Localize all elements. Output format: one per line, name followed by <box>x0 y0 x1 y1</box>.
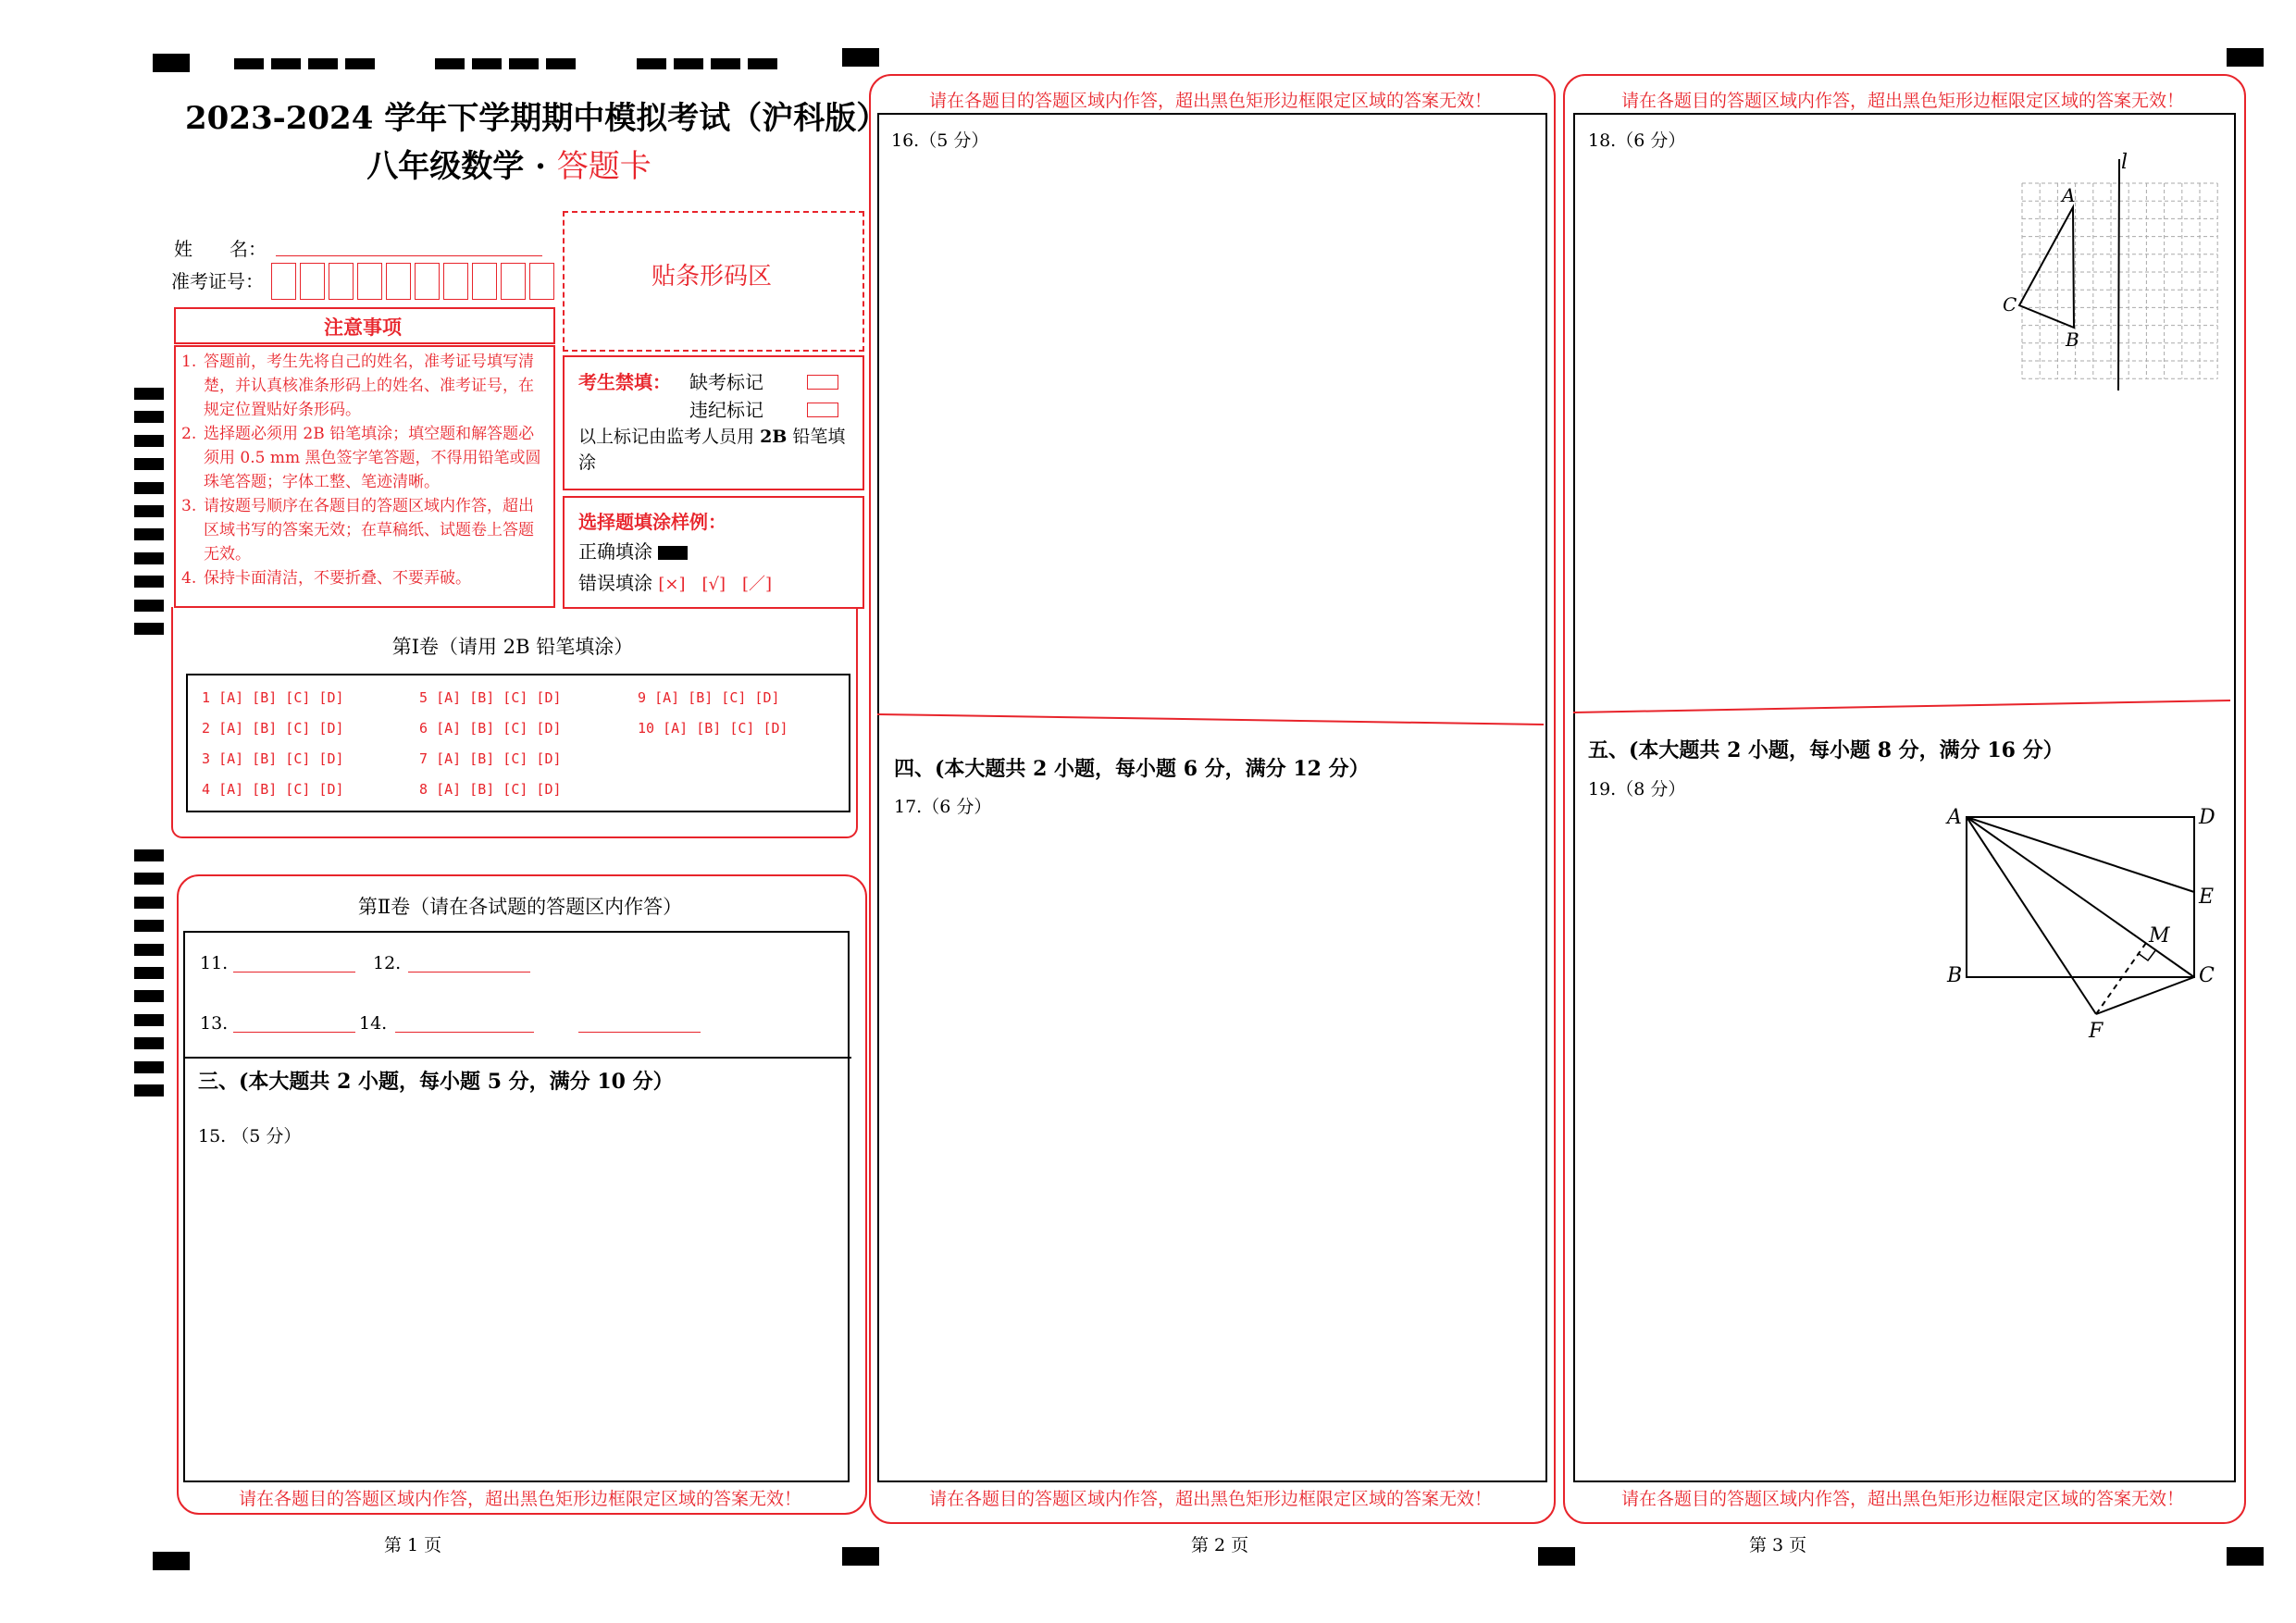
timing-mark <box>134 623 164 635</box>
option-bubbles[interactable]: [A] [B] [C] [D] <box>218 689 344 706</box>
question-number: 6 <box>419 720 428 737</box>
id-digit-cell[interactable] <box>501 263 526 300</box>
option-bubbles[interactable]: [A] [B] [C] [D] <box>436 689 562 706</box>
q12-label: 12. <box>373 953 402 973</box>
exam-title: 2023-2024 学年下学期期中模拟考试（沪科版） <box>185 100 888 137</box>
forbidden-title: 考生禁填： <box>578 371 671 393</box>
point-c-label: C <box>2003 293 2017 316</box>
option-bubbles[interactable]: [A] [B] [C] [D] <box>218 720 344 737</box>
choice-row-6[interactable] <box>419 720 562 737</box>
timing-mark <box>308 58 338 69</box>
id-digit-cell[interactable] <box>329 263 354 300</box>
sample-title: 选择题填涂样例： <box>578 511 726 533</box>
timing-mark <box>674 58 703 69</box>
point-b-label: B <box>1947 964 1963 987</box>
timing-mark <box>134 967 164 979</box>
timing-mark <box>134 1037 164 1049</box>
figure-18 <box>1555 148 2230 398</box>
question-number: 7 <box>419 750 428 767</box>
question-number: 9 <box>638 689 647 706</box>
q13-blank[interactable] <box>233 1032 355 1033</box>
question-number: 1 <box>202 689 211 706</box>
line-l-label: l <box>2121 151 2128 174</box>
timing-mark <box>153 54 190 72</box>
name-label: 姓 名： <box>174 238 267 260</box>
name-field[interactable] <box>276 255 542 256</box>
choice-row-10[interactable] <box>638 720 788 737</box>
point-d-label: D <box>2199 806 2215 829</box>
warning-text: 请在各题目的答题区域内作答，超出黑色矩形边框限定区域的答案无效！ <box>928 91 1492 111</box>
id-digit-cell[interactable] <box>529 263 554 300</box>
id-digit-cell[interactable] <box>357 263 382 300</box>
option-bubbles[interactable]: [A] [B] [C] [D] <box>436 720 562 737</box>
timing-mark <box>842 1547 879 1566</box>
divider-line <box>183 1057 851 1059</box>
id-label: 准考证号： <box>171 270 264 292</box>
page-number: 第 3 页 <box>1749 1535 1807 1555</box>
timing-mark <box>546 58 576 69</box>
point-f-label: F <box>2089 1020 2104 1043</box>
timing-mark <box>472 58 502 69</box>
q13-label: 13. <box>200 1013 229 1034</box>
question-number: 8 <box>419 781 428 798</box>
timing-mark <box>842 48 879 67</box>
option-bubbles[interactable]: [A] [B] [C] [D] <box>218 781 344 798</box>
warning-text: 请在各题目的答题区域内作答，超出黑色矩形边框限定区域的答案无效！ <box>1620 1489 2184 1509</box>
timing-mark <box>134 1061 164 1073</box>
warning-text: 请在各题目的答题区域内作答，超出黑色矩形边框限定区域的答案无效！ <box>928 1489 1492 1509</box>
option-bubbles[interactable]: [A] [B] [C] [D] <box>663 720 788 737</box>
warning-text: 请在各题目的答题区域内作答，超出黑色矩形边框限定区域的答案无效！ <box>238 1489 801 1509</box>
violation-label: 违纪标记 <box>689 399 763 421</box>
choice-row-9[interactable] <box>638 689 780 706</box>
notes-title: 注意事项 <box>324 316 402 339</box>
timing-mark <box>711 58 740 69</box>
timing-mark <box>345 58 375 69</box>
question-number: 10 <box>638 720 655 737</box>
q11-label: 11. <box>200 953 229 973</box>
timing-mark <box>134 944 164 956</box>
part2-title: 第Ⅱ卷（请在各试题的答题区内作答） <box>357 896 683 918</box>
option-bubbles[interactable]: [A] [B] [C] [D] <box>436 750 562 767</box>
forbidden-note: 以上标记由监考人员用 2B 铅笔填涂 <box>578 427 846 473</box>
violation-mark[interactable] <box>807 400 838 417</box>
note-item: 2. 选择题必须用 2B 铅笔填涂；填空题和解答题必须用 0.5 mm 黑色签字笔答题，不得用铅笔或圆珠笔答题；字体工整、笔迹清晰。 <box>181 425 541 491</box>
note-item: 1. 答题前，考生先将自己的姓名，准考证号填写清楚，并认真核准条形码上的姓名、准考证号，在规定位置贴好条形码。 <box>181 353 534 419</box>
timing-mark <box>234 58 264 69</box>
q14-blank-2[interactable] <box>578 1032 701 1033</box>
timing-mark <box>134 482 164 494</box>
timing-mark <box>2227 1547 2264 1566</box>
choice-row-1[interactable] <box>202 689 344 706</box>
timing-mark <box>134 552 164 564</box>
note-item: 3. 请按题号顺序在各题目的答题区域内作答，超出区域书写的答案无效；在草稿纸、试题卷上答题无效。 <box>181 497 534 564</box>
absent-mark[interactable] <box>807 372 838 390</box>
q16-divider <box>877 712 1545 731</box>
timing-mark <box>134 458 164 470</box>
timing-mark <box>134 920 164 932</box>
option-bubbles[interactable]: [A] [B] [C] [D] <box>218 750 344 767</box>
timing-mark <box>134 990 164 1002</box>
id-digit-cell[interactable] <box>386 263 411 300</box>
timing-mark <box>1538 1547 1575 1566</box>
timing-mark <box>134 873 164 885</box>
q18-label: 18.（6 分） <box>1588 130 1686 151</box>
timing-mark <box>435 58 465 69</box>
timing-mark <box>134 411 164 423</box>
timing-mark <box>134 435 164 447</box>
timing-mark <box>134 576 164 588</box>
id-number-cells[interactable] <box>271 263 558 300</box>
choice-row-3[interactable] <box>202 750 344 767</box>
q12-blank[interactable] <box>408 972 530 973</box>
timing-mark <box>134 528 164 540</box>
timing-mark <box>134 849 164 861</box>
q16-label: 16.（5 分） <box>891 130 989 151</box>
point-c-label: C <box>2199 964 2215 987</box>
timing-mark <box>134 897 164 909</box>
option-bubbles[interactable]: [A] [B] [C] [D] <box>436 781 562 798</box>
timing-mark <box>748 58 777 69</box>
timing-mark <box>134 600 164 612</box>
id-digit-cell[interactable] <box>271 263 296 300</box>
answer-card-text: 答题卡 <box>556 148 652 185</box>
timing-mark <box>2227 48 2264 67</box>
part2-answer-box <box>183 931 850 1482</box>
timing-mark <box>134 388 164 400</box>
question-number: 3 <box>202 750 211 767</box>
question-number: 4 <box>202 781 211 798</box>
choice-row-5[interactable] <box>419 689 562 706</box>
choice-row-8[interactable] <box>419 781 562 798</box>
q14-label: 14. <box>359 1013 388 1034</box>
option-bubbles[interactable]: [A] [B] [C] [D] <box>654 689 780 706</box>
q15-label: 15. （5 分） <box>198 1126 302 1146</box>
point-e-label: E <box>2199 886 2215 909</box>
timing-mark <box>637 58 666 69</box>
id-digit-cell[interactable] <box>443 263 468 300</box>
part1-title: 第Ⅰ卷（请用 2B 铅笔填涂） <box>391 636 634 658</box>
q11-blank[interactable] <box>233 972 355 973</box>
page-number: 第 1 页 <box>384 1535 442 1555</box>
timing-mark <box>134 1084 164 1096</box>
page-number: 第 2 页 <box>1191 1535 1249 1555</box>
correct-fill: 正确填涂 <box>578 537 688 564</box>
question-number: 2 <box>202 720 211 737</box>
q17-label: 17.（6 分） <box>894 797 992 817</box>
warning-text: 请在各题目的答题区域内作答，超出黑色矩形边框限定区域的答案无效！ <box>1620 91 2184 111</box>
exam-subtitle <box>185 141 833 186</box>
q19-label: 19.（8 分） <box>1588 779 1686 799</box>
id-digit-cell[interactable] <box>472 263 497 300</box>
section3-title: 三、(本大题共 2 小题，每小题 5 分，满分 10 分） <box>198 1070 674 1094</box>
point-m-label: M <box>2149 924 2170 948</box>
choice-row-2[interactable] <box>202 720 344 737</box>
timing-mark <box>153 1552 190 1570</box>
timing-mark <box>134 1014 164 1026</box>
point-a-label: A <box>2062 184 2076 206</box>
section4-title: 四、(本大题共 2 小题，每小题 6 分，满分 12 分） <box>894 757 1370 781</box>
id-digit-cell[interactable] <box>415 263 440 300</box>
q18-divider <box>1573 699 2232 717</box>
timing-mark <box>509 58 539 69</box>
choice-row-4[interactable] <box>202 781 344 798</box>
section5-title: 五、(本大题共 2 小题，每小题 8 分，满分 16 分） <box>1588 738 2064 762</box>
point-a-label: A <box>1947 806 1962 829</box>
point-b-label: B <box>2066 328 2079 351</box>
note-item: 4. 保持卡面清洁，不要折叠、不要弄破。 <box>181 569 471 588</box>
fill-sample <box>658 546 688 560</box>
question-number: 5 <box>419 689 428 706</box>
absent-label: 缺考标记 <box>689 371 763 393</box>
timing-mark <box>271 58 301 69</box>
figure-19 <box>1925 796 2230 1046</box>
barcode-label: 贴条形码区 <box>651 263 772 291</box>
timing-mark <box>134 505 164 517</box>
notes-list <box>181 350 544 590</box>
id-digit-cell[interactable] <box>300 263 325 300</box>
wrong-fill: 错误填涂 [×] [√] [／] <box>578 572 773 594</box>
choice-row-7[interactable] <box>419 750 562 767</box>
subject-text: 八年级数学 · <box>366 148 557 185</box>
q14-blank[interactable] <box>395 1032 534 1033</box>
